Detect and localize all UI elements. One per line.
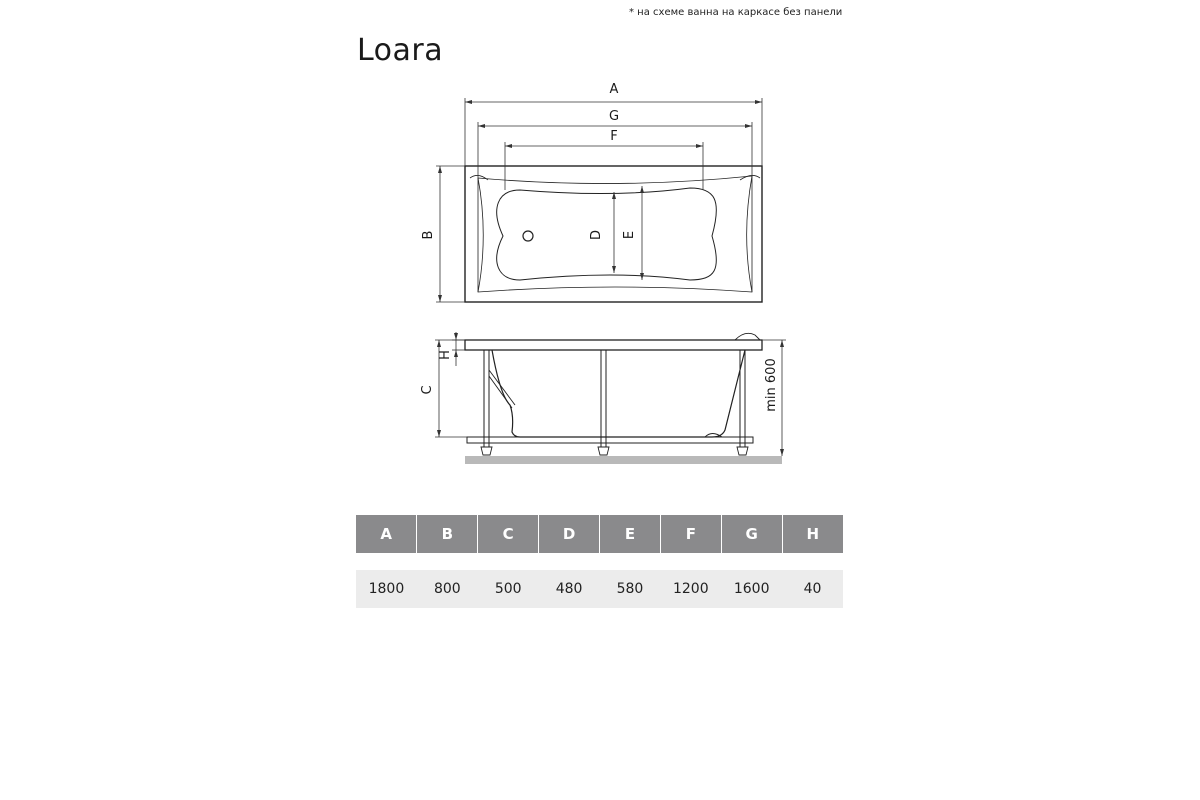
- cell-c: 500: [478, 570, 539, 608]
- col-header-c: C: [478, 515, 539, 553]
- dim-label-c: C: [420, 385, 435, 395]
- col-header-d: D: [539, 515, 600, 553]
- cell-a: 1800: [356, 570, 417, 608]
- dim-label-min600: min 600: [764, 358, 779, 412]
- side-view: [465, 333, 762, 455]
- product-title: Loara: [357, 33, 444, 68]
- floor-line: [465, 456, 782, 464]
- dim-label-b: B: [421, 230, 436, 240]
- dim-label-e: E: [622, 230, 637, 240]
- cell-f: 1200: [660, 570, 721, 608]
- col-header-g: G: [721, 515, 782, 553]
- table-spacer: [356, 553, 843, 570]
- col-header-h: H: [782, 515, 843, 553]
- cell-h: 40: [782, 570, 843, 608]
- dim-label-d: D: [589, 229, 604, 241]
- col-header-b: B: [417, 515, 478, 553]
- cell-g: 1600: [721, 570, 782, 608]
- dim-label-h: H: [438, 350, 453, 360]
- col-header-e: E: [600, 515, 661, 553]
- table-header-row: [356, 515, 843, 553]
- dim-label-f: F: [610, 129, 618, 144]
- col-header-a: A: [356, 515, 417, 553]
- cell-e: 580: [600, 570, 661, 608]
- col-header-f: F: [660, 515, 721, 553]
- dim-label-a: A: [609, 82, 619, 97]
- diagram-note: * на схеме ванна на каркасе без панели: [629, 7, 843, 18]
- cell-b: 800: [417, 570, 478, 608]
- top-view: [465, 166, 762, 302]
- cell-d: 480: [539, 570, 600, 608]
- dim-label-g: G: [608, 109, 620, 124]
- dimensions-table: [356, 515, 843, 608]
- dimension-lines-top: [436, 98, 762, 302]
- table-row: [356, 570, 843, 608]
